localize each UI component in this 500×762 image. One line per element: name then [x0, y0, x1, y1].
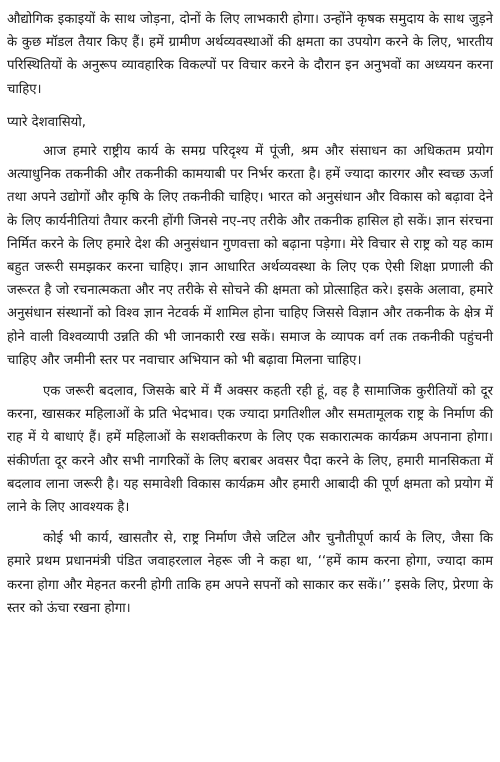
paragraph-rural-economy: औद्योगिक इकाइयों के साथ जोड़ना, दोनों के लिए लाभकारी होगा। उन्होंने कृषक समुदाय के साथ जुड़ने के कुछ मॉडल तैयार किए हैं। हमें ग्रामीण अर्थव्यवस्थाओं की क्षमता का उपयोग करने के लिए, भारतीय परिस्थितियों के अनुरूप व्यावहारिक विकल्पों पर विचार करने के दौरान इन अनुभवों का अध्ययन करना चाहिए।: [7, 12, 493, 97]
paragraph-nation-building: कोई भी कार्य, खासतौर से, राष्ट्र निर्माण जैसे जटिल और चुनौतीपूर्ण कार्य के लिए, जैसा कि हमारे प्रथम प्रधानमंत्री पंडित जवाहरलाल नेहरू जी ने कहा था, ‘‘हमें काम करना होगा, ज्यादा काम करना होगा और मेहनत करनी होगी ताकि हम अपने सपनों को साकार कर सकें।’’ इसके लिए, प्रेरणा के स्तर को ऊंचा रखना होगा।: [7, 531, 493, 616]
paragraph-technology: आज हमारे राष्ट्रीय कार्य के समग्र परिदृश्य में पूंजी, श्रम और संसाधन का अधिकतम प्रयोग अत्याधुनिक तकनीकी और तकनीकी कामयाबी पर निर्भर करता है। हमें ज्यादा कारगर और स्वच्छ ऊर्जा तथा अपने उद्योगों और कृषि के लिए तकनीकी चाहिए। भारत को अनुसंधान और विकास को बढ़ावा देने के लिए कार्यनीतियां तैयार करनी होंगी जिनसे नए-नए तरीके और तकनीक हासिल हो सकें। ज्ञान संरचना निर्मित करने के लिए हमारे देश की अनुसंधान गुणवत्ता को बढ़ाना पड़ेगा। मेरे विचार से राष्ट्र को यह काम बहुत जरूरी समझकर करना चाहिए। ज्ञान आधारित अर्थव्यवस्था के लिए एक ऐसी शिक्षा प्रणाली की जरूरत है जो रचनात्मकता और नए तरीके से सोचने की क्षमता को प्रोत्साहित करे। इसके अलावा, हमारे अनुसंधान संस्थानों को विश्व ज्ञान नेटवर्क में शामिल होना चाहिए जिससे विज्ञान और तकनीक के क्षेत्र में होने वाली विश्वव्यापी उन्नति की भी जानकारी रख सकें। समाज के व्यापक वर्ग तक तकनीकी पहुंचनी चाहिए और जमीनी स्तर पर नवाचार अभियान को भी बढ़ावा मिलना चाहिए।: [7, 144, 493, 368]
salutation: प्यारे देशवासियो,: [7, 114, 86, 130]
paragraph-social-change: एक जरूरी बदलाव, जिसके बारे में मैं अक्सर कहती रही हूं, वह है सामाजिक कुरीतियों को दूर करना, खासकर महिलाओं के प्रति भेदभाव। एक ज्यादा प्रगतिशील और समतामूलक राष्ट्र के निर्माण की राह में ये बाधाएं हैं। हमें महिलाओं के सशक्तीकरण के लिए एक सकारात्मक कार्यक्रम अपनाना होगा। संकीर्णता दूर करने और सभी नागरिकों के लिए बराबर अवसर पैदा करने के लिए, हमारी मानसिकता में बदलाव लाना जरूरी है। यह समावेशी विकास कार्यक्रम और हमारी आबादी की पूर्ण क्षमता को प्रयोग में लाने के लिए आवश्यक है।: [7, 384, 493, 516]
